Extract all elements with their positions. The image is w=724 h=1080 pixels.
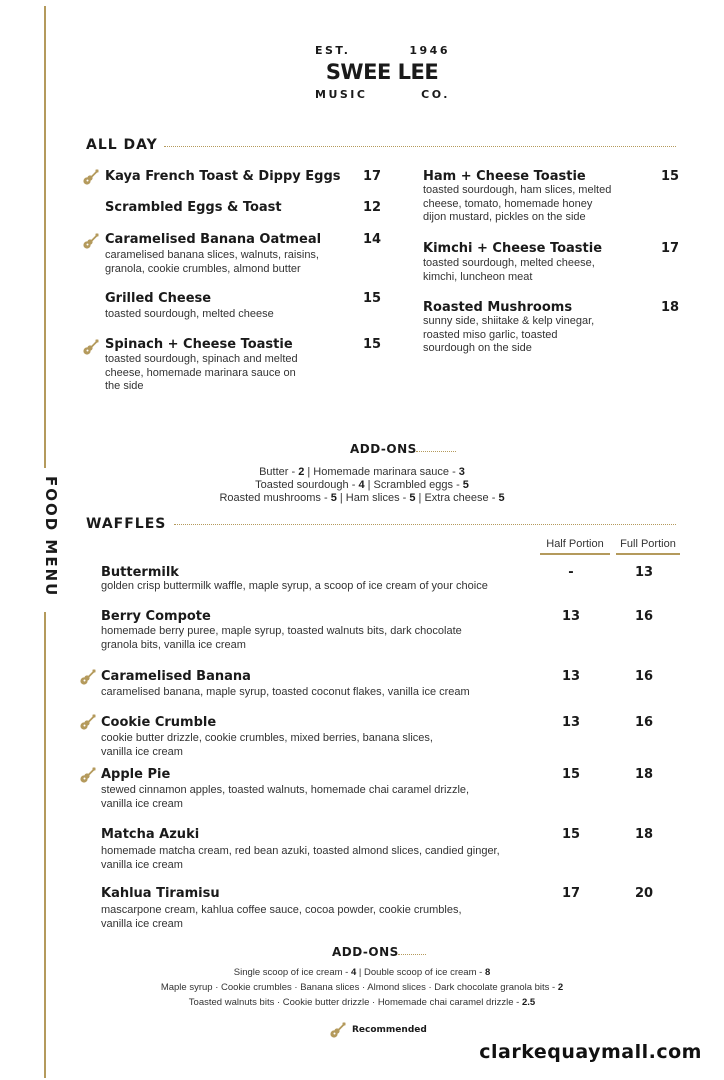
full-price: 20 (634, 886, 654, 901)
half-price: 15 (561, 767, 581, 782)
addons-divider (398, 954, 426, 955)
menu-item-desc: stewed cinnamon apples, toasted walnuts, homemade chai caramel drizzle, vanilla ice cream (101, 784, 470, 810)
addon-line: Butter - 2 | Homemade marinara sauce - 3 (259, 466, 465, 478)
food-menu-label: FOOD MENU (42, 476, 60, 598)
addon-line: Toasted sourdough - 4 | Scrambled eggs - 5 (255, 479, 469, 491)
menu-item-name: Kimchi + Cheese Toastie (423, 241, 603, 256)
guitar-icon (79, 668, 97, 686)
menu-item-desc: toasted sourdough, melted cheese, kimchi, luncheon meat (423, 257, 595, 283)
logo-co: CO. (421, 88, 450, 101)
menu-item-price: 14 (362, 232, 382, 247)
half-portion-header: Half Portion (546, 538, 604, 550)
half-price: 13 (561, 715, 581, 730)
addons-title: ADD-ONS (350, 442, 417, 456)
full-price: 16 (634, 669, 654, 684)
menu-item-price: 17 (362, 169, 382, 184)
logo-name: SWEE LEE (325, 60, 439, 84)
waffles-title: WAFFLES (86, 516, 167, 532)
menu-item-name: Scrambled Eggs & Toast (105, 200, 282, 215)
guitar-icon (82, 168, 100, 186)
menu-item-price: 15 (362, 337, 382, 352)
menu-item-name: Berry Compote (101, 609, 211, 624)
waffles-divider (174, 524, 676, 525)
addon-line: Single scoop of ice cream - 4 | Double scoop of ice cream - 8 (233, 967, 491, 978)
menu-item-price: 12 (362, 200, 382, 215)
side-rule-bottom (44, 612, 46, 1078)
menu-item-desc: homemade berry puree, maple syrup, toasted walnuts bits, dark chocolate granola bits, vanilla ice cream (101, 625, 462, 651)
guitar-icon (329, 1021, 347, 1039)
full-portion-header: Full Portion (620, 538, 676, 550)
half-price: 13 (561, 669, 581, 684)
guitar-icon (82, 232, 100, 250)
menu-item-price: 18 (660, 300, 680, 315)
all-day-title: ALL DAY (86, 137, 158, 153)
full-price: 18 (634, 827, 654, 842)
menu-item-name: Buttermilk (101, 565, 179, 580)
guitar-icon (79, 766, 97, 784)
swee-lee-logo (314, 44, 450, 104)
menu-item-desc: toasted sourdough, spinach and melted cheese, homemade marinara sauce on the side (105, 353, 298, 392)
menu-item-name: Caramelised Banana Oatmeal (105, 232, 322, 247)
half-price: 15 (561, 827, 581, 842)
menu-item-name: Cookie Crumble (101, 715, 217, 730)
full-portion-rule (616, 553, 680, 555)
addons-divider (416, 451, 456, 452)
half-price: 13 (561, 609, 581, 624)
menu-item-desc: cookie butter drizzle, cookie crumbles, mixed berries, banana slices, vanilla ice cream (101, 732, 433, 758)
menu-item-desc: caramelised banana slices, walnuts, raisins, granola, cookie crumbles, almond butter (105, 249, 319, 275)
menu-item-name: Spinach + Cheese Toastie (105, 337, 293, 352)
full-price: 13 (634, 565, 654, 580)
addons-title: ADD-ONS (332, 945, 399, 959)
menu-item-price: 17 (660, 241, 680, 256)
menu-item-desc: toasted sourdough, melted cheese (105, 308, 274, 320)
full-price: 18 (634, 767, 654, 782)
menu-item-name: Ham + Cheese Toastie (423, 169, 586, 184)
full-price: 16 (634, 609, 654, 624)
menu-item-name: Kaya French Toast & Dippy Eggs (105, 169, 341, 184)
logo-est: EST. (315, 44, 351, 57)
menu-item-desc: toasted sourdough, ham slices, melted cheese, tomato, homemade honey dijon mustard, pickles on the side (423, 184, 612, 223)
full-price: 16 (634, 715, 654, 730)
logo-music: MUSIC (315, 88, 368, 101)
guitar-icon (79, 713, 97, 731)
menu-item-name: Matcha Azuki (101, 827, 200, 842)
menu-item-name: Caramelised Banana (101, 669, 251, 684)
menu-item-price: 15 (660, 169, 680, 184)
all-day-divider (164, 146, 676, 147)
guitar-icon (82, 338, 100, 356)
website-footer: clarkequaymall.com (479, 1041, 702, 1063)
side-rule-top (44, 6, 46, 468)
half-price: 17 (561, 886, 581, 901)
menu-item-price: 15 (362, 291, 382, 306)
recommended-legend: Recommended (352, 1025, 427, 1035)
half-portion-rule (540, 553, 610, 555)
menu-item-name: Kahlua Tiramisu (101, 886, 220, 901)
menu-item-desc: sunny side, shiitake & kelp vinegar, roasted miso garlic, toasted sourdough on the side (423, 315, 595, 354)
menu-item-name: Roasted Mushrooms (423, 300, 573, 315)
menu-item-desc: homemade matcha cream, red bean azuki, toasted almond slices, candied ginger, vanilla ice cream (101, 845, 500, 871)
addon-line: Maple syrup · Cookie crumbles · Banana slices · Almond slices · Dark chocolate granola bits - 2 (160, 982, 564, 993)
addon-line: Toasted walnuts bits · Cookie butter drizzle · Homemade chai caramel drizzle - 2.5 (188, 997, 536, 1008)
menu-item-name: Grilled Cheese (105, 291, 212, 306)
logo-year: 1946 (409, 44, 450, 57)
menu-item-desc: caramelised banana, maple syrup, toasted coconut flakes, vanilla ice cream (101, 686, 470, 698)
half-price: - (568, 565, 574, 580)
menu-item-name: Apple Pie (101, 767, 171, 782)
addon-line: Roasted mushrooms - 5 | Ham slices - 5 | Extra cheese - 5 (219, 492, 505, 504)
menu-item-desc: golden crisp buttermilk waffle, maple syrup, a scoop of ice cream of your choice (101, 580, 488, 592)
menu-item-desc: mascarpone cream, kahlua coffee sauce, cocoa powder, cookie crumbles, vanilla ice cream (101, 904, 462, 930)
